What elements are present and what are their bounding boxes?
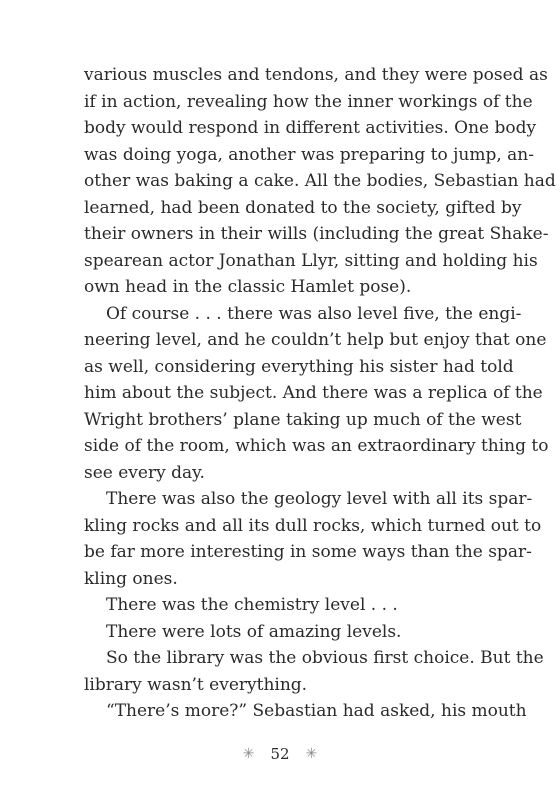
text-line: if in action, revealing how the inner workings of the [84,91,533,112]
ornament-left-icon: ✳ [242,746,255,762]
paragraph [84,619,503,646]
paragraph [84,301,549,487]
text-line: Of course . . . there was also level five, the engi- [106,303,522,324]
text-line: him about the subject. And there was a replica of the [84,383,543,403]
text-line: see every day. [84,462,205,483]
text-line: body would respond in different activities. One body [84,118,537,138]
text-line: side of the room, which was an extraordinary thing to [84,436,549,456]
text-line: kling ones. [84,568,178,589]
paragraph [84,486,542,592]
text-line: various muscles and tendons, and they were posed as [84,65,548,85]
text-line: There were lots of amazing levels. [106,621,402,642]
paragraph [84,592,503,619]
text-line: learned, had been donated to the society, gifted by [84,197,522,218]
paragraph [84,698,527,725]
text-line: “There’s more?” Sebastian had asked, his mouth [106,701,527,721]
text-line: So the library was the obvious first choice. But the [106,648,544,668]
text-line: own head in the classic Hamlet pose). [84,277,412,297]
text-line: spearean actor Jonathan Llyr, sitting and holding his [84,250,538,271]
text-line: be far more interesting in some ways than the spar- [84,542,532,562]
page-footer [0,745,560,763]
text-line: kling rocks and all its dull rocks, which turned out to [84,515,542,536]
text-line: Wright brothers’ plane taking up much of the west [84,409,522,430]
text-line: other was baking a cake. All the bodies, Sebastian had [84,171,556,191]
body-text [84,62,556,725]
text-line: their owners in their wills (including the great Shake- [84,224,549,244]
text-line: There was also the geology level with all its spar- [106,489,533,509]
text-line: There was the chemistry level . . . [106,595,398,615]
page-number: 52 [270,745,290,763]
text-line: neering level, and he couldn’t help but enjoy that one [84,330,547,350]
paragraph [84,62,556,301]
paragraph [84,645,544,698]
text-line: was doing yoga, another was preparing to jump, an- [84,144,534,165]
text-line: library wasn’t everything. [84,674,308,695]
text-line: as well, considering everything his sister had told [84,356,514,377]
ornament-right-icon: ✳ [305,746,318,762]
